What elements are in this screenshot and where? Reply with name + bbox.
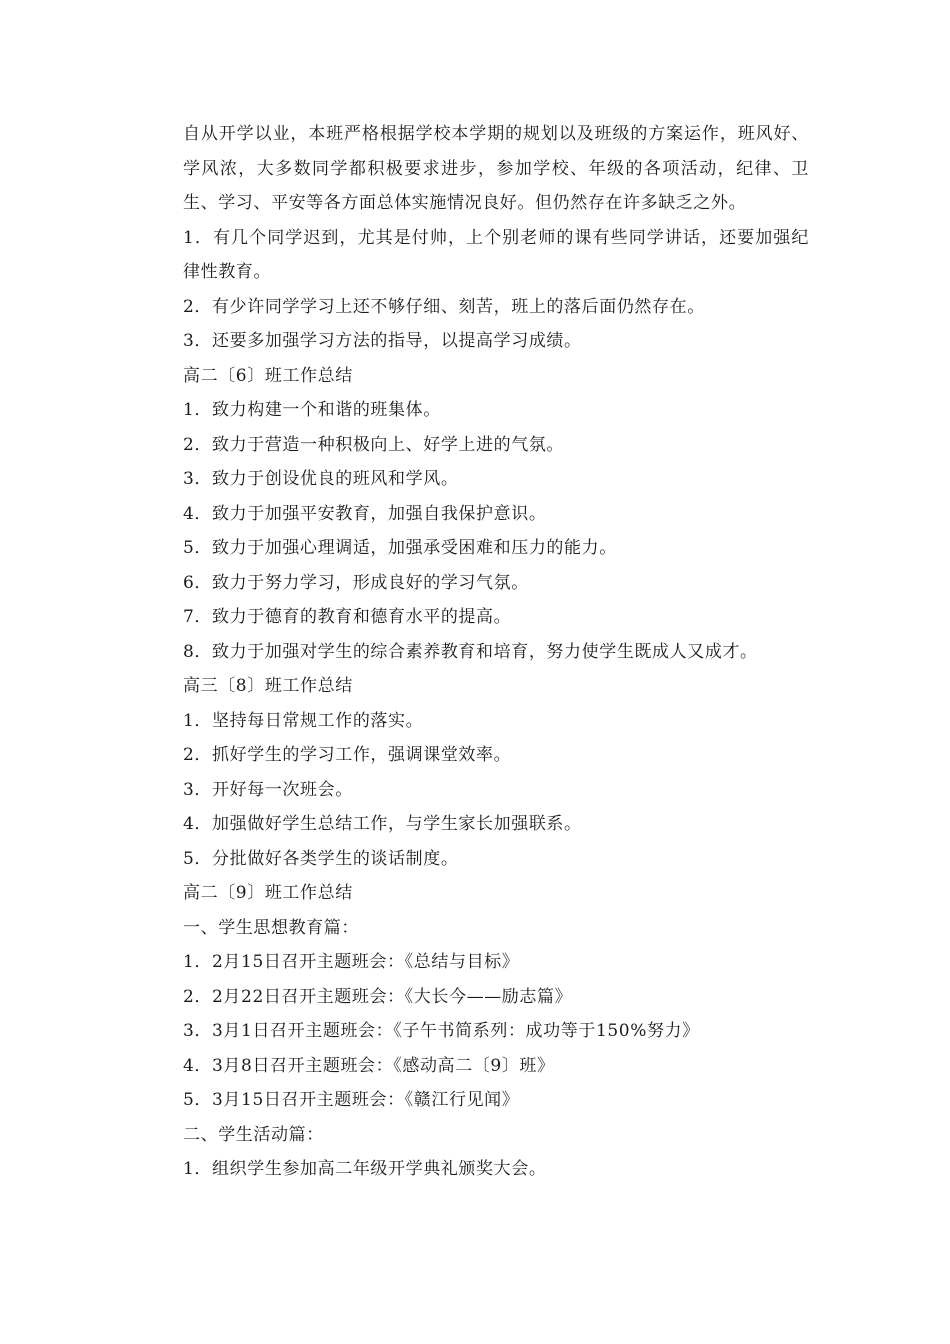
list-item: 1．2月15日召开主题班会：《总结与目标》 (183, 952, 520, 972)
list-item: 3．3月1日召开主题班会：《子午书简系列：成功等于150%努力》 (183, 1021, 700, 1041)
section-heading-class-2-6: 高二〔6〕班工作总结 (183, 365, 353, 386)
list-item: 1．致力构建一个和谐的班集体。 (183, 400, 441, 420)
list-item: 6．致力于努力学习，形成良好的学习气氛。 (183, 572, 529, 593)
list-item: 8．致力于加强对学生的综合素养教育和培育，努力使学生既成人又成才。 (183, 641, 758, 662)
document-body (149, 117, 809, 1187)
list-item: 3．开好每一次班会。 (183, 779, 353, 800)
list-item: 2．2月22日召开主题班会：《大长今——励志篇》 (183, 986, 573, 1007)
issue-item-3: 3．还要多加强学习方法的指导，以提高学习成绩。 (183, 331, 582, 351)
subsection-heading-thought-education: 一、学生思想教育篇： (183, 917, 359, 938)
list-item: 5．3月15日召开主题班会：《赣江行见闻》 (183, 1090, 520, 1110)
list-item: 4．加强做好学生总结工作，与学生家长加强联系。 (183, 814, 582, 834)
list-item: 4．3月8日召开主题班会：《感动高二〔9〕班》 (183, 1055, 555, 1076)
list-item: 3．致力于创设优良的班风和学风。 (183, 469, 459, 489)
list-item: 5．分批做好各类学生的谈话制度。 (183, 848, 459, 869)
section-heading-class-3-8: 高三〔8〕班工作总结 (183, 676, 353, 696)
section-heading-class-2-9: 高二〔9〕班工作总结 (183, 883, 353, 903)
issue-item-1: 1．有几个同学迟到，尤其是付帅，上个别老师的课有些同学讲话，还要加强纪律性教育。 (183, 227, 809, 282)
list-item: 4．致力于加强平安教育，加强自我保护意识。 (183, 503, 547, 524)
list-item: 1．组织学生参加高二年级开学典礼颁奖大会。 (183, 1159, 547, 1179)
subsection-heading-student-activities: 二、学生活动篇： (183, 1124, 324, 1145)
list-item: 2．致力于营造一种积极向上、好学上进的气氛。 (183, 434, 565, 455)
list-item: 1．坚持每日常规工作的落实。 (183, 710, 424, 731)
issue-item-2: 2．有少许同学学习上还不够仔细、刻苦，班上的落后面仍然存在。 (183, 296, 705, 317)
list-item: 2．抓好学生的学习工作，强调课堂效率。 (183, 745, 512, 765)
intro-paragraph: 自从开学以业，本班严格根据学校本学期的规划以及班级的方案运作，班风好、学风浓，大多数同学都积极要求进步，参加学校、年级的各项活动，纪律、卫生、学习、平安等各方面总体实施情况良好。但仍然存在许多缺乏之外。 (183, 124, 809, 213)
list-item: 7．致力于德育的教育和德育水平的提高。 (183, 607, 512, 627)
list-item: 5．致力于加强心理调适，加强承受困难和压力的能力。 (183, 538, 617, 558)
